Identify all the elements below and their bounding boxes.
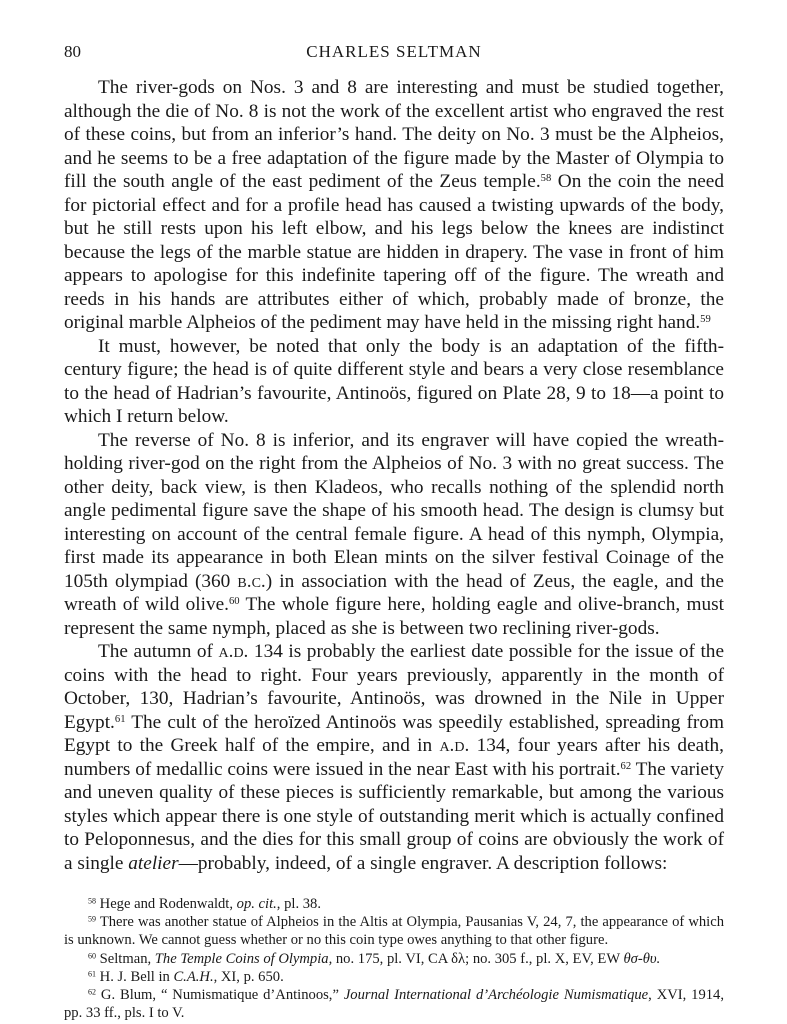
page-number: 80 [64,42,81,61]
italic-text: Journal International d’Archéologie Numismatique [343,987,649,1004]
text-run: The reverse of No. 8 is inferior, and its engraver will have copied the wreath-holding river-god on the right from the Alpheios of No. 3 with no great success. The other deity, back view, is then Kladeos, who recalls nothing of the splendid north angle pedimental figure save the shape of his smooth head. The design is clumsy but interesting on account of the central female figure. A head of this nymph, Olympia, first made its appearance in both Elean mints on the silver festival Coinage of the 105th olympiad (360 [64,429,724,592]
italic-text: The Temple Coins of Olympia, [154,950,333,967]
footnote [64,986,724,1022]
body-paragraph [64,640,724,875]
footnote [64,950,724,968]
text-run: The variety and uneven quality of these pieces is sufficiently remarkable, but among the various styles which appear there is one style of outstanding merit which is actually confined to Peloponnesus, and the dies for this small group of coins are obviously the work of a single [64,758,724,874]
footnote-ref: 62 [620,760,632,772]
text-run: 134 is probably the earliest date possible for the issue of the coins with the head to right. Four years previously, apparently in the month of October, 130, Hadrian’s favourite, Antinoös, was drowned in the Nile in Upper Egypt. [64,641,724,733]
footnote [64,968,724,986]
text-run: no. 175, pl. VI, CA δλ; no. 305 f., pl. X, EV, EW [332,950,624,967]
body-text [64,76,724,875]
footnote [64,895,724,913]
text-run: —probably, indeed, of a single engraver. A description follows: [178,852,668,874]
italic-text: atelier [128,852,179,874]
text-run: There was another statue of Alpheios in the Altis at Olympia, Pausanias V, 24, 7, the appearance of which is unknown. We cannot guess whether or no this coin type owes anything to that other figure. [64,914,724,949]
text-run: , XVI, 1914, pp. 33 ff., pls. I to V. [64,987,724,1022]
text-run: H. J. Bell in [96,968,174,985]
body-paragraph [64,429,724,641]
footnote-ref: 61 [88,969,97,979]
text-run: The river-gods on Nos. 3 and 8 are interesting and must be studied together, although the die of No. 8 is not the work of the excellent artist who engraved the rest of these coins, but from an inferior’s hand. The deity on No. 3 must be the Alpheios, and he seems to be a free adaptation of the figure made by the Master of Olympia to fill the south angle of the east pediment of the Zeus temple. [64,77,724,192]
running-head [64,40,724,64]
page [64,40,724,1022]
body-paragraph [64,76,724,335]
small-caps-text: a.d. [439,735,470,756]
footnote-ref: 60 [228,596,240,608]
text-run: 134, four years after his death, numbers of medallic coins were issued in the near East with his portrait. [64,735,725,780]
italic-text: θσ-θυ. [623,950,661,967]
footnote-ref: 61 [114,713,126,725]
footnote-ref: 60 [88,951,97,961]
text-run: , pl. 38. [276,896,321,912]
text-run: ) in association with the head of Zeus, the eagle, and the wreath of wild olive. [64,570,724,615]
text-run: The whole figure here, holding eagle and olive-branch, must represent the same nymph, placed as she is between two reclining river-gods. [64,594,724,639]
italic-text: op. cit. [236,896,277,912]
text-run: On the coin the need for pictorial effect and for a profile head has caused a twisting upwards of the body, but he still rests upon his left elbow, and his legs below the knees are indistinct because the legs of the marble statue are hidden in drapery. The vase in front of him appears to apologise for this indefinite tapering off of the figure. The wreath and reeds in his hands are attributes either of which, probably made of bronze, the original marble Alpheios of the pediment may have held in the missing right hand. [64,171,724,333]
small-caps-text: a.d. [218,641,249,662]
text-run: Hege and Rodenwaldt, [96,896,237,912]
footnote-ref: 58 [540,173,552,185]
footnote-ref: 59 [88,914,97,924]
running-title: CHARLES SELTMAN [306,42,482,61]
text-run: G. Blum, “ Numismatique d’Antinoos,” [96,987,344,1004]
text-run: The autumn of [98,641,219,662]
text-run: , XI, p. 650. [213,968,284,985]
small-caps-text: b.c. [237,570,266,592]
footnote-ref: 59 [700,314,711,326]
text-run: It must, however, be noted that only the body is an adaptation of the fifth-century figure; the head is of quite different style and bears a very close resemblance to the head of Hadrian’s favourite, Antinoös, figured on Plate 28, 9 to 18—a point to which I return below. [64,335,724,427]
text-run: The cult of the heroïzed Antinoös was speedily established, spreading from Egypt to the Greek half of the empire, and in [64,711,724,756]
body-paragraph [64,335,724,429]
footnotes [64,895,724,1022]
footnote-ref: 62 [88,987,97,997]
footnote-ref: 58 [88,896,97,906]
footnote [64,913,724,949]
text-run: Seltman, [96,950,155,967]
italic-text: C.A.H. [173,968,214,985]
